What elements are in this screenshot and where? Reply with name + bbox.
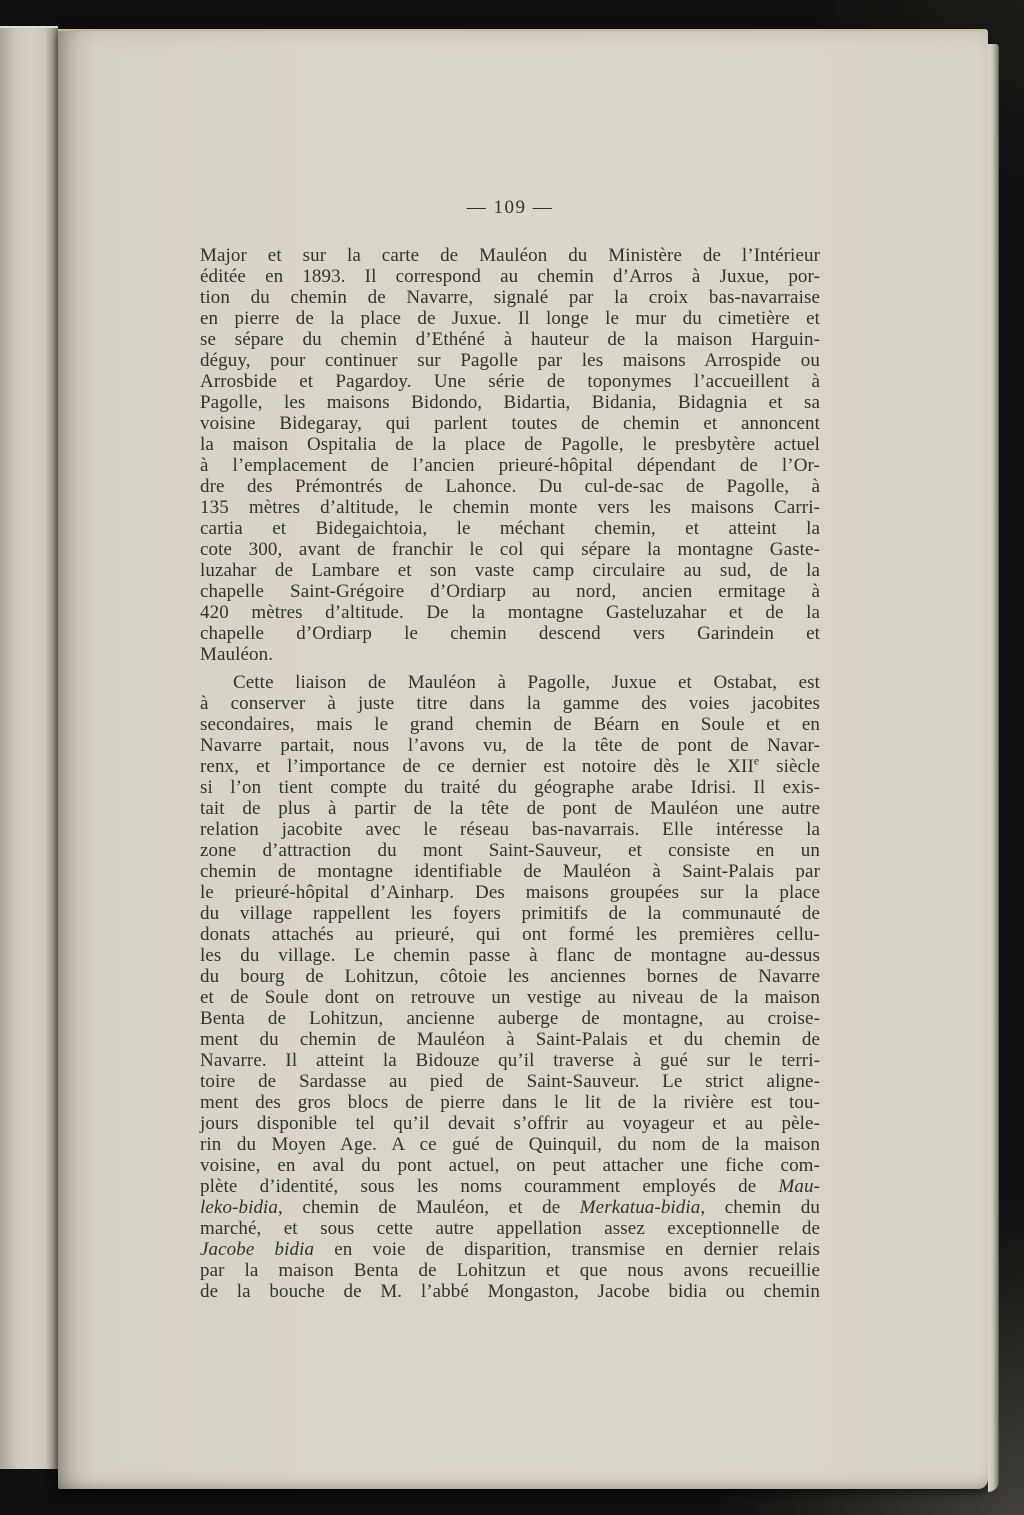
text-line: donats attachés au prieuré, qui ont formé les premières cellu-	[200, 924, 820, 945]
page-stack-edge	[988, 44, 999, 1492]
previous-page-edge	[0, 26, 58, 1469]
text-line: tait de plus à partir de la tête de pont de Mauléon une autre	[200, 798, 820, 819]
text-line: du bourg de Lohitzun, côtoie les anciennes bornes de Navarre	[200, 966, 820, 987]
text-line: à l’emplacement de l’ancien prieuré-hôpital dépendant de l’Or-	[200, 455, 820, 476]
text-line: voisine Bidegaray, qui parlent toutes de chemin et annoncent	[200, 413, 820, 434]
text-line: à conserver à juste titre dans la gamme des voies jacobites	[200, 693, 820, 714]
text-line: luzahar de Lambare et son vaste camp circulaire au sud, de la	[200, 560, 820, 581]
text-line: les du village. Le chemin passe à flanc de montagne au-dessus	[200, 945, 820, 966]
text-line: ment du chemin de Mauléon à Saint-Palais et du chemin de	[200, 1029, 820, 1050]
text-line: 420 mètres d’altitude. De la montagne Gasteluzahar et de la	[200, 602, 820, 623]
text-line: chemin de montagne identifiable de Mauléon à Saint-Palais par	[200, 861, 820, 882]
text-line: Mauléon.	[200, 644, 274, 665]
text-line: Benta de Lohitzun, ancienne auberge de montagne, au croise-	[200, 1008, 820, 1029]
text-line: Cette liaison de Mauléon à Pagolle, Juxue et Ostabat, est	[233, 672, 820, 693]
text-line: Navarre partait, nous l’avons vu, de la tête de pont de Navar-	[200, 735, 820, 756]
page-content	[58, 31, 988, 1302]
paragraph	[200, 245, 820, 665]
text-line: jours disponible tel qu’il devait s’offrir au voyageur et au pèle-	[200, 1113, 820, 1134]
text-line: chapelle d’Ordiarp le chemin descend vers Garindein et	[200, 623, 820, 644]
page-number: — 109 —	[466, 197, 554, 218]
text-line: cote 300, avant de franchir le col qui sépare la montagne Gaste-	[200, 539, 820, 560]
text-line: du village rappellent les foyers primitifs de la communauté de	[200, 903, 820, 924]
text-line: en pierre de la place de Juxue. Il longe le mur du cimetière et	[200, 308, 820, 329]
text-line: zone d’attraction du mont Saint-Sauveur, et consiste en un	[200, 840, 820, 861]
text-line: par la maison Benta de Lohitzun et que nous avons recueillie	[200, 1260, 820, 1281]
text-line: de la bouche de M. l’abbé Mongaston, Jacobe bidia ou chemin	[200, 1281, 820, 1302]
text-line: toire de Sardasse au pied de Saint-Sauveur. Le strict aligne-	[200, 1071, 820, 1092]
text-line: leko-bidia, chemin de Mauléon, et de Merkatua-bidia, chemin du	[200, 1197, 820, 1218]
text-line: Arrosbide et Pagardoy. Une série de toponymes l’accueillent à	[200, 371, 820, 392]
text-line: se sépare du chemin d’Ethéné à hauteur de la maison Harguin-	[200, 329, 820, 350]
text-line: si l’on tient compte du traité du géographe arabe Idrisi. Il exis-	[200, 777, 820, 798]
text-line: cartia et Bidegaichtoia, le méchant chemin, et atteint la	[200, 518, 820, 539]
text-line: déguy, pour continuer sur Pagolle par les maisons Arrospide ou	[200, 350, 820, 371]
text-line: marché, et sous cette autre appellation assez exceptionnelle de	[200, 1218, 820, 1239]
text-line: Jacobe bidia en voie de disparition, transmise en dernier relais	[200, 1239, 820, 1260]
text-line: la maison Ospitalia de la place de Pagolle, le presbytère actuel	[200, 434, 820, 455]
text-line: et de Soule dont on retrouve un vestige au niveau de la maison	[200, 987, 820, 1008]
text-line: chapelle Saint-Grégoire d’Ordiarp au nord, ancien ermitage à	[200, 581, 820, 602]
text-line: rin du Moyen Age. A ce gué de Quinquil, du nom de la maison	[200, 1134, 820, 1155]
text-block	[200, 245, 820, 1302]
text-line: secondaires, mais le grand chemin de Béarn en Soule et en	[200, 714, 820, 735]
text-line: tion du chemin de Navarre, signalé par la croix bas-navarraise	[200, 287, 820, 308]
text-line: dre des Prémontrés de Lahonce. Du cul-de-sac de Pagolle, à	[200, 476, 820, 497]
text-line: 135 mètres d’altitude, le chemin monte vers les maisons Carri-	[200, 497, 820, 518]
text-line: ment des gros blocs de pierre dans le lit de la rivière est tou-	[200, 1092, 820, 1113]
book-page	[58, 29, 988, 1489]
text-line: Major et sur la carte de Mauléon du Ministère de l’Intérieur	[200, 245, 820, 266]
text-line: le prieuré-hôpital d’Ainharp. Des maisons groupées sur la place	[200, 882, 820, 903]
text-line: plète d’identité, sous les noms couramment employés de Mau-	[200, 1176, 820, 1197]
text-line: relation jacobite avec le réseau bas-navarrais. Elle intéresse la	[200, 819, 820, 840]
text-line: Navarre. Il atteint la Bidouze qu’il traverse à gué sur le terri-	[200, 1050, 820, 1071]
paragraph	[200, 672, 820, 1302]
text-line: voisine, en aval du pont actuel, on peut attacher une fiche com-	[200, 1155, 820, 1176]
text-line: renx, et l’importance de ce dernier est notoire dès le XIIe siècle	[200, 755, 821, 777]
text-line: éditée en 1893. Il correspond au chemin d’Arros à Juxue, por-	[200, 266, 820, 287]
text-line: Pagolle, les maisons Bidondo, Bidartia, Bidania, Bidagnia et sa	[200, 392, 820, 413]
